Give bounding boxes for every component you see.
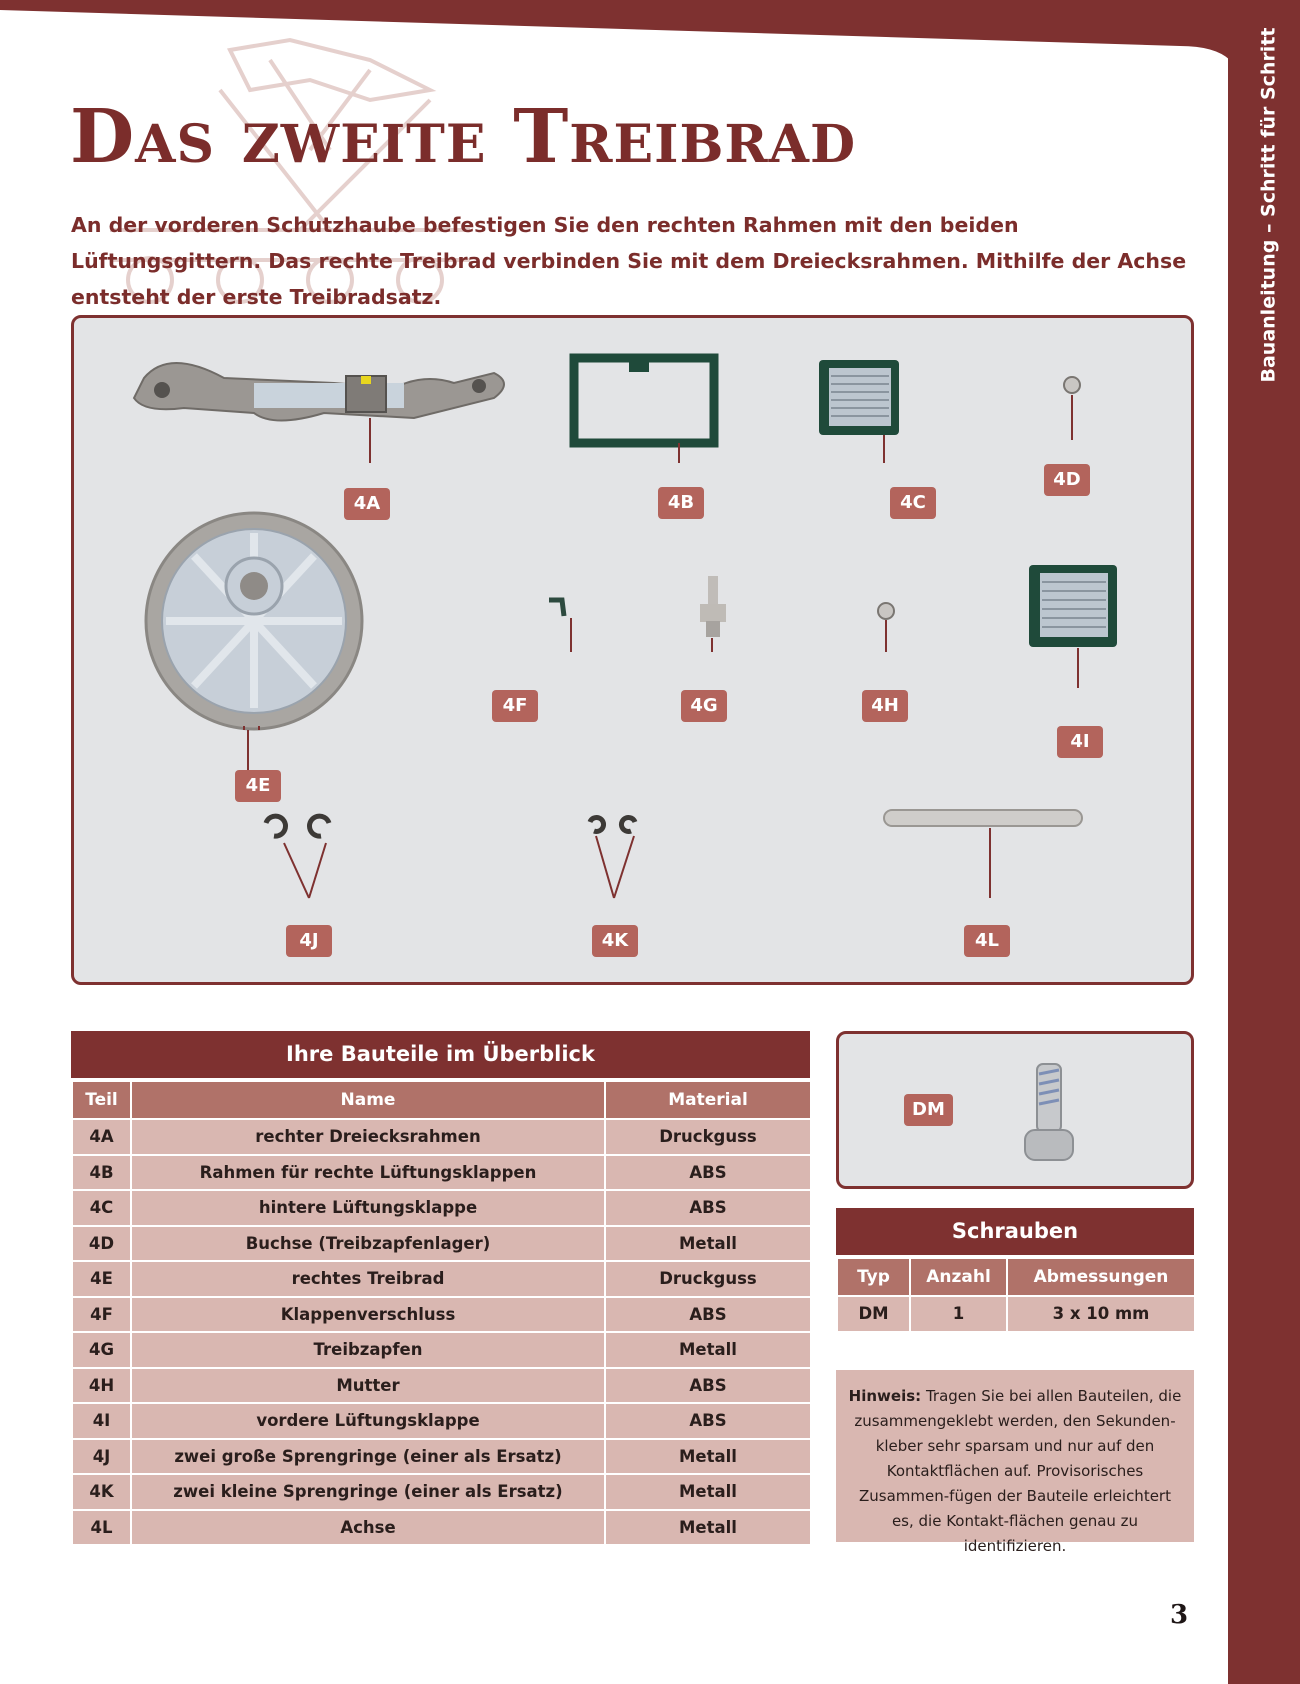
table-header-row: [837, 1258, 1195, 1296]
part-material: Metall: [605, 1226, 811, 1262]
parts-illustration: [74, 318, 1191, 982]
table-row: [72, 1510, 811, 1546]
part-material: ABS: [605, 1403, 811, 1439]
part-name: Buchse (Treibzapfenlager): [131, 1226, 605, 1262]
part-id: 4B: [72, 1155, 131, 1191]
drive-wheel-part: [146, 513, 362, 729]
screw-photo: [836, 1031, 1194, 1189]
label-4h: 4H: [862, 690, 908, 722]
table-header-row: [72, 1081, 811, 1119]
table-row: [72, 1119, 811, 1155]
screw-dimensions: 3 x 10 mm: [1007, 1296, 1195, 1332]
screws-table: [836, 1208, 1194, 1333]
part-name: hintere Lüftungsklappe: [131, 1190, 605, 1226]
screw-illustration: [839, 1034, 1191, 1186]
note-label: Hinweis:: [848, 1387, 922, 1405]
part-name: rechtes Treibrad: [131, 1261, 605, 1297]
part-id: 4J: [72, 1439, 131, 1475]
header-name: Name: [131, 1081, 605, 1119]
label-4d: 4D: [1044, 464, 1090, 496]
bushing-part: [1064, 377, 1080, 393]
table-row: [72, 1297, 811, 1333]
part-id: 4L: [72, 1510, 131, 1546]
part-id: 4C: [72, 1190, 131, 1226]
part-id: 4G: [72, 1332, 131, 1368]
part-material: Metall: [605, 1510, 811, 1546]
part-id: 4F: [72, 1297, 131, 1333]
label-4a: 4A: [344, 488, 390, 520]
part-material: Druckguss: [605, 1261, 811, 1297]
screws-table-title: Schrauben: [836, 1208, 1194, 1255]
part-id: 4H: [72, 1368, 131, 1404]
note-box: [836, 1370, 1194, 1555]
label-4e: 4E: [235, 770, 281, 802]
intro-text: An der vorderen Schutzhaube befestigen Sie den rechten Rahmen mit den beiden Lüftungsgittern. Das rechte Treibrad verbinden Sie mit dem Dreiecksrahmen. Mithilfe der Achse entsteht der erste Treibradsatz.: [71, 213, 1187, 309]
part-material: ABS: [605, 1155, 811, 1191]
part-name: rechter Dreiecksrahmen: [131, 1119, 605, 1155]
label-4i: 4I: [1057, 726, 1103, 758]
part-name: Treibzapfen: [131, 1332, 605, 1368]
part-id: 4I: [72, 1403, 131, 1439]
part-id: 4E: [72, 1261, 131, 1297]
label-dm: DM: [904, 1094, 953, 1126]
label-4b: 4B: [658, 487, 704, 519]
table-row: [837, 1296, 1195, 1332]
part-name: zwei kleine Sprengringe (einer als Ersatz): [131, 1474, 605, 1510]
screw-count: 1: [910, 1296, 1007, 1332]
part-material: ABS: [605, 1368, 811, 1404]
snap-rings: [266, 816, 635, 836]
label-4k: 4K: [592, 925, 638, 957]
part-name: vordere Lüftungsklappe: [131, 1403, 605, 1439]
header-part: Teil: [72, 1081, 131, 1119]
part-material: Druckguss: [605, 1119, 811, 1155]
note-text: Tragen Sie bei allen Bauteilen, die zusammengeklebt werden, den Sekunden-kleber sehr sparsam und nur auf den Kontaktflächen auf. Provisorisches Zusammen-fügen der Bauteile erleichtert es, die Kontakt-flächen genau zu identifizieren.: [854, 1387, 1182, 1555]
part-name: Achse: [131, 1510, 605, 1546]
green-frame-part: [574, 354, 714, 443]
table-row: [72, 1226, 811, 1262]
part-material: Metall: [605, 1332, 811, 1368]
part-material: Metall: [605, 1474, 811, 1510]
table-row: [72, 1190, 811, 1226]
rear-vent-part: [819, 360, 899, 435]
part-name: zwei große Sprengringe (einer als Ersatz): [131, 1439, 605, 1475]
label-4j: 4J: [286, 925, 332, 957]
parts-table-title: Ihre Bauteile im Überblick: [71, 1031, 810, 1078]
clip-part: [549, 600, 564, 616]
label-4f: 4F: [492, 690, 538, 722]
table-row: [72, 1439, 811, 1475]
header-material: Material: [605, 1081, 811, 1119]
header-dimensions: Abmessungen: [1007, 1258, 1195, 1296]
table-row: [72, 1332, 811, 1368]
crank-pin-part: [700, 576, 726, 637]
part-name: Mutter: [131, 1368, 605, 1404]
part-id: 4K: [72, 1474, 131, 1510]
table-row: [72, 1368, 811, 1404]
table-row: [72, 1155, 811, 1191]
label-4c: 4C: [890, 487, 936, 519]
side-label: Bauanleitung – Schritt für Schritt: [1257, 27, 1279, 383]
page-number: 3: [1170, 1600, 1189, 1630]
part-id: 4D: [72, 1226, 131, 1262]
page-title: Das zweite Treibrad: [70, 94, 857, 180]
screw-icon: [1025, 1064, 1073, 1160]
screw-type: DM: [837, 1296, 910, 1332]
header-type: Typ: [837, 1258, 910, 1296]
parts-table: [71, 1031, 810, 1546]
part-material: ABS: [605, 1190, 811, 1226]
triangle-frame-part: [134, 363, 504, 421]
axle-part: [884, 810, 1082, 826]
part-name: Klappenverschluss: [131, 1297, 605, 1333]
label-4l: 4L: [964, 925, 1010, 957]
header-count: Anzahl: [910, 1258, 1007, 1296]
part-material: ABS: [605, 1297, 811, 1333]
part-material: Metall: [605, 1439, 811, 1475]
nut-part: [878, 603, 894, 619]
table-row: [72, 1474, 811, 1510]
table-row: [72, 1261, 811, 1297]
part-name: Rahmen für rechte Lüftungsklappen: [131, 1155, 605, 1191]
label-4g: 4G: [681, 690, 727, 722]
table-row: [72, 1403, 811, 1439]
part-id: 4A: [72, 1119, 131, 1155]
front-vent-part: [1029, 565, 1117, 647]
parts-photo: [71, 315, 1194, 985]
